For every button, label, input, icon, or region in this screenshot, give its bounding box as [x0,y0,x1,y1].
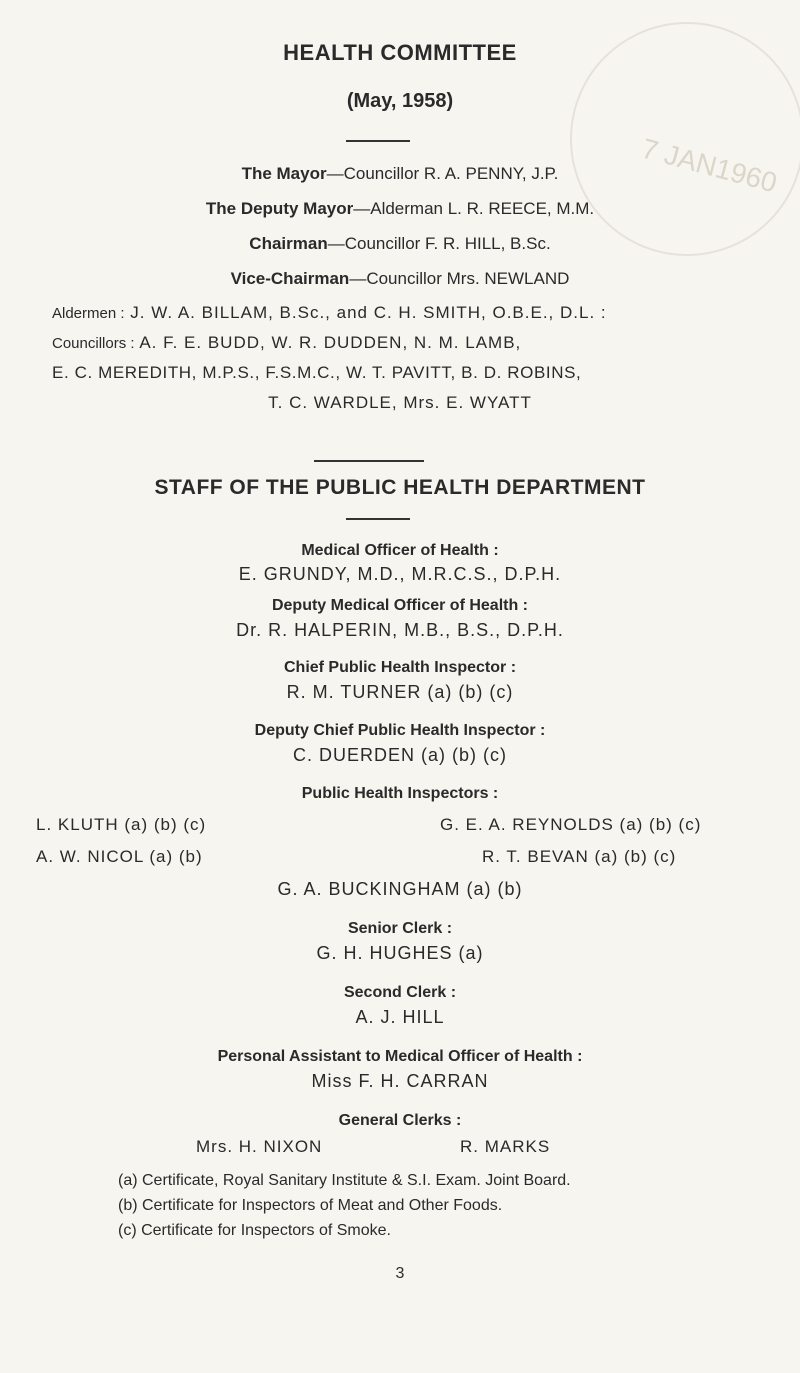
moh-name: E. GRUNDY, M.D., M.R.C.S., D.P.H. [238,564,562,584]
vice-chairman-role: Vice-Chairman [230,269,350,288]
chairman-line [0,234,800,254]
divider [346,140,410,142]
phi-label: Public Health Inspectors : [301,785,499,802]
general-clerk-item: R. MARKS [460,1137,551,1156]
phi-item: R. T. BEVAN (a) (b) (c) [482,847,677,866]
committee-title: HEALTH COMMITTEE [283,40,517,65]
dcphi-label: Deputy Chief Public Health Inspector : [254,722,546,739]
senior-clerk-label: Senior Clerk : [347,920,453,937]
committee-date: (May, 1958) [346,90,454,112]
phi-item: L. KLUTH (a) (b) (c) [36,815,207,834]
moh-label: Medical Officer of Health : [301,542,499,559]
councillors-label: Councillors : [52,335,135,352]
deputy-mayor-line [0,199,800,219]
divider [314,460,424,462]
chairman-role: Chairman [249,234,328,253]
deputy-mayor-name: —Alderman L. R. REECE, M.M. [353,199,595,218]
dmoh-label: Deputy Medical Officer of Health : [271,597,529,614]
councillors-names-2: E. C. MEREDITH, M.P.S., F.S.M.C., W. T. PAVITT, B. D. ROBINS, [52,363,582,382]
stamp-date-mark: 7 JAN1960 [638,132,781,199]
divider [346,518,410,520]
second-clerk-label: Second Clerk : [343,984,457,1001]
phi-item: G. E. A. REYNOLDS (a) (b) (c) [440,815,702,834]
deputy-mayor-role: The Deputy Mayor [205,199,354,218]
chairman-name: —Councillor F. R. HILL, B.Sc. [327,234,551,253]
vice-chairman-name: —Councillor Mrs. NEWLAND [349,269,570,288]
senior-clerk-name: G. H. HUGHES (a) [316,943,484,963]
general-clerk-item: Mrs. H. NIXON [196,1137,323,1156]
mayor-name: —Councillor R. A. PENNY, J.P. [326,164,559,183]
phi-item: A. W. NICOL (a) (b) [36,847,203,866]
aldermen-line [52,303,607,323]
staff-heading: STAFF OF THE PUBLIC HEALTH DEPARTMENT [154,476,646,499]
councillors-names-1: A. F. E. BUDD, W. R. DUDDEN, N. M. LAMB, [139,333,522,352]
pa-name: Miss F. H. CARRAN [311,1071,489,1091]
dcphi-name: C. DUERDEN (a) (b) (c) [293,745,507,765]
aldermen-names: J. W. A. BILLAM, B.Sc., and C. H. SMITH, O.B.E., D.L. : [130,303,607,322]
cphi-name: R. M. TURNER (a) (b) (c) [286,682,514,702]
aldermen-label: Aldermen : [52,305,125,322]
pa-label: Personal Assistant to Medical Officer of Health : [217,1048,583,1065]
dmoh-name: Dr. R. HALPERIN, M.B., B.S., D.P.H. [236,620,564,640]
footnote-b: (b) Certificate for Inspectors of Meat and Other Foods. [118,1197,503,1214]
vice-chairman-line [0,269,800,289]
footnote-a: (a) Certificate, Royal Sanitary Institute & S.I. Exam. Joint Board. [118,1172,571,1189]
mayor-line [0,164,800,184]
page-number: 3 [395,1265,405,1282]
phi-item: G. A. BUCKINGHAM (a) (b) [277,879,523,899]
councillors-names-3: T. C. WARDLE, Mrs. E. WYATT [268,393,532,412]
mayor-role: The Mayor [241,164,327,183]
councillors-line [52,333,521,353]
footnote-c: (c) Certificate for Inspectors of Smoke. [118,1222,391,1239]
general-clerks-label: General Clerks : [338,1112,462,1129]
cphi-label: Chief Public Health Inspector : [283,659,517,676]
second-clerk-name: A. J. HILL [355,1007,445,1027]
